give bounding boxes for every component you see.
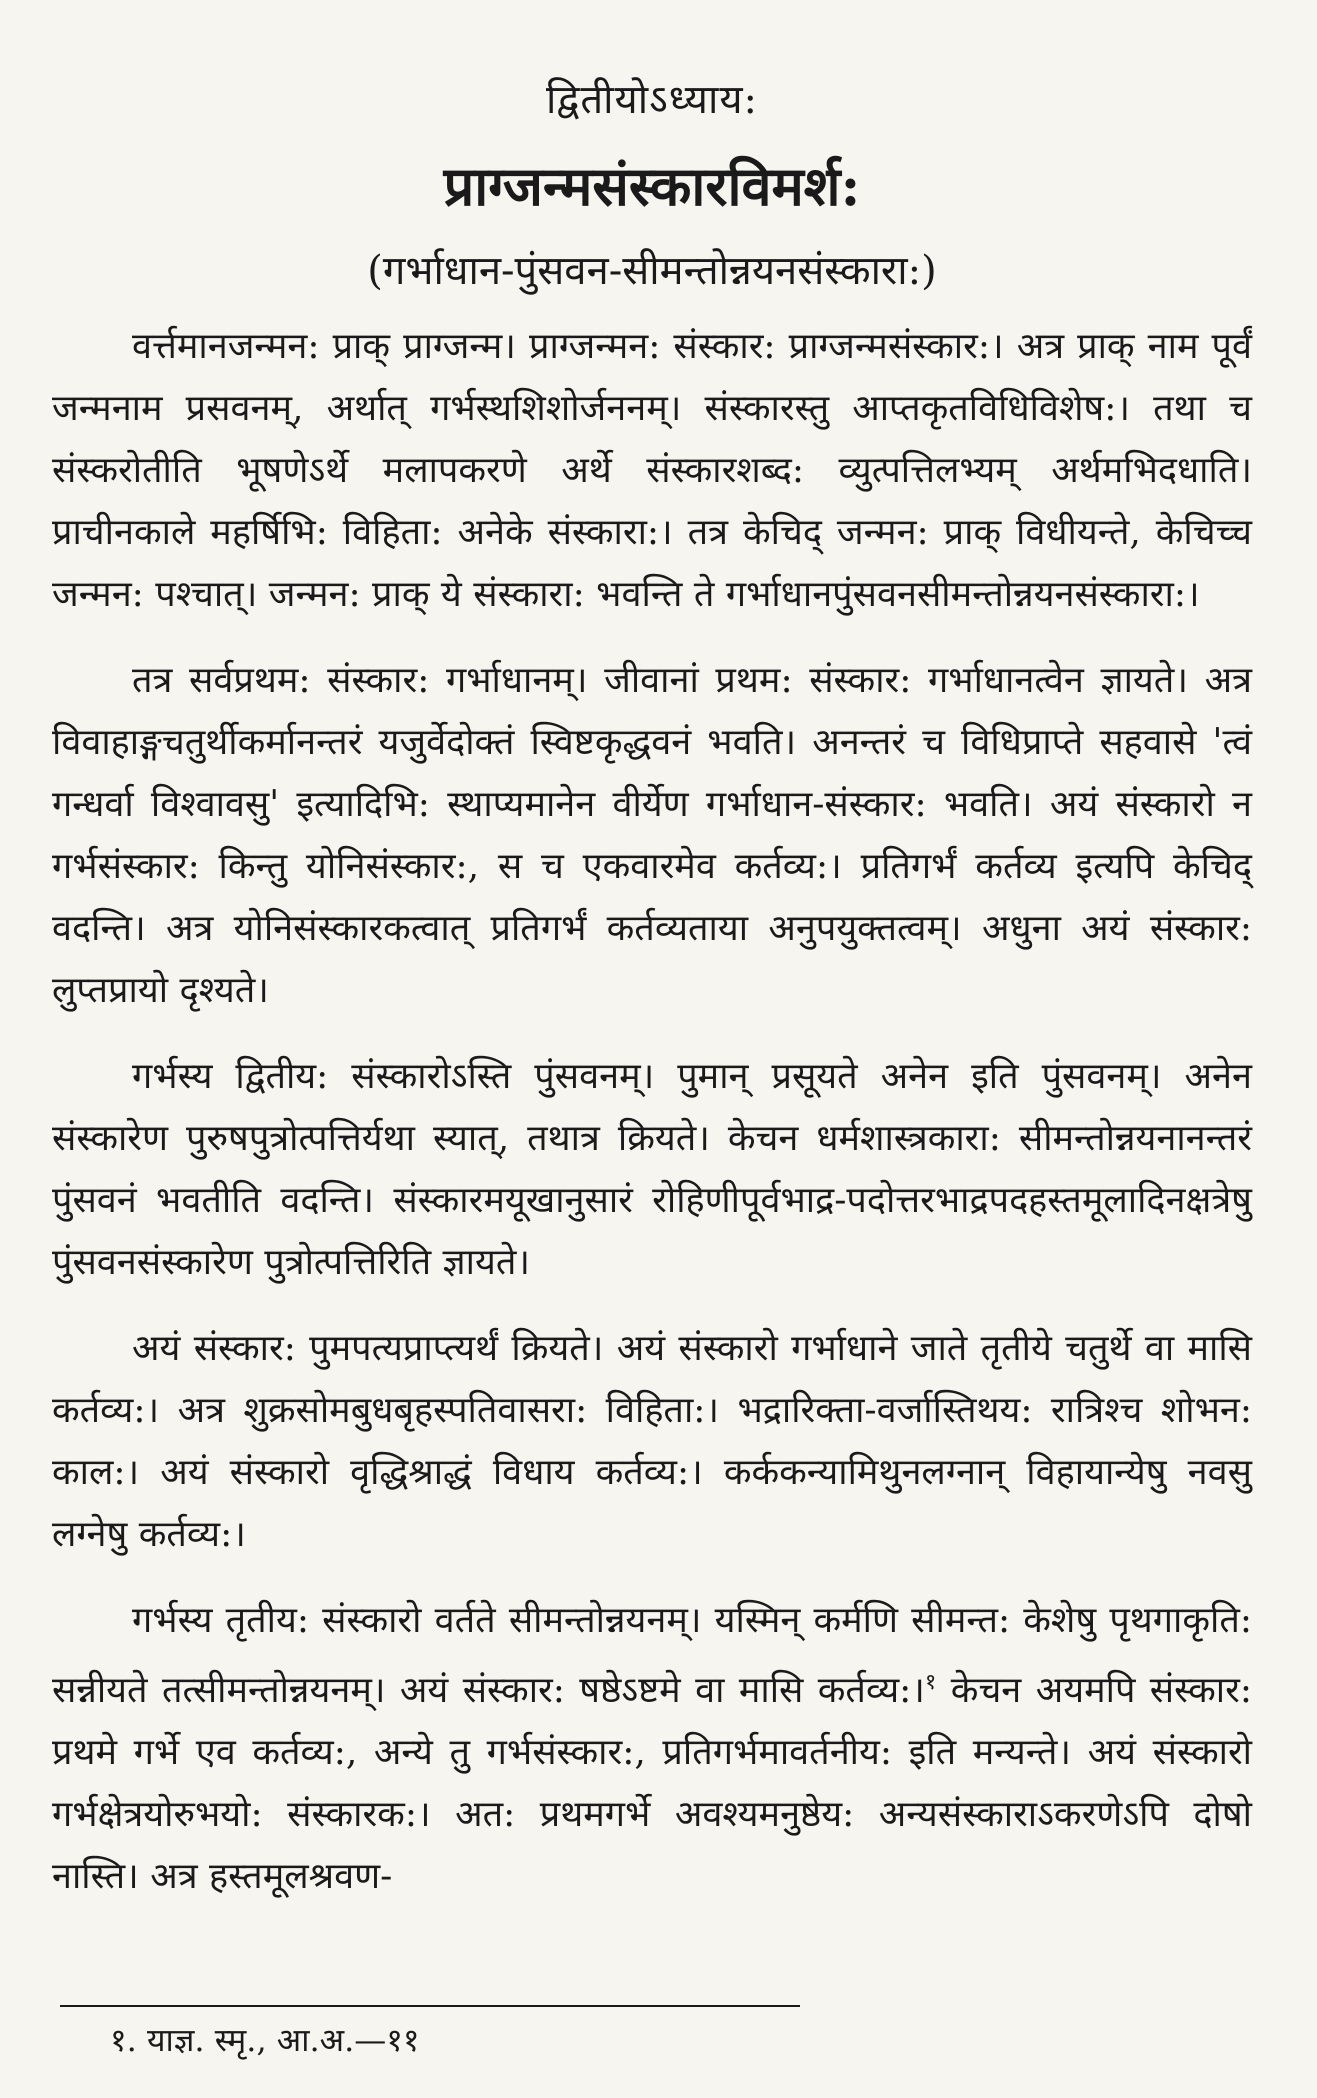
footnote-marker: १ — [924, 1670, 937, 1695]
paragraph-5-part-2: केचन अयमपि संस्कार: प्रथमे गर्भे एव कर्तव्य:, अन्ये तु गर्भसंस्कार:, प्रतिगर्भमावर्तनीय: इति मन्यन्ते। अयं संस्कारो गर्भक्षेत्रयोरुभयो: संस्कारक:। अत: प्रथमगर्भे अवश्यमनुष्ठेय: अन्यसंस्काराऽकरणेऽपि दोषो नास्ति। अत्र हस्तमूलश्रवण- — [52, 1670, 1252, 1897]
chapter-subtitle: (गर्भाधान-पुंसवन-सीमन्तोन्नयनसंस्कारा:) — [367, 248, 937, 294]
paragraph-2: तत्र सर्वप्रथम: संस्कार: गर्भाधानम्। जीवानां प्रथम: संस्कार: गर्भाधानत्वेन ज्ञायते। अत्र विवाहाङ्गचतुर्थीकर्मानन्तरं यजुर्वेदोक्तं स्विष्टकृद्धवनं भवति। अनन्तरं च विधिप्राप्ते सहवासे 'त्वं गन्धर्वा विश्वावसु' इत्यादिभि: स्थाप्यमानेन वीर्येण गर्भाधान-संस्कार: भवति। अयं संस्कारो न गर्भसंस्कार: किन्तु योनिसंस्कार:, स च एकवारमेव कर्तव्य:। प्रतिगर्भं कर्तव्य इत्यपि केचिद् वदन्ति। अत्र योनिसंस्कारकत्वात् प्रतिगर्भं कर्तव्यताया अनुपयुक्तत्वम्। अधुना अयं संस्कार: लुप्तप्रायो दृश्यते। — [52, 660, 1252, 1011]
page-content — [52, 70, 1252, 1932]
paragraph-3: गर्भस्य द्वितीय: संस्कारोऽस्ति पुंसवनम्। पुमान् प्रसूयते अनेन इति पुंसवनम्। अनेन संस्कारेण पुरुषपुत्रोत्पत्तिर्यथा स्यात्, तथात्र क्रियते। केचन धर्मशास्त्रकारा: सीमन्तोन्नयनानन्तरं पुंसवनं भवतीति वदन्ति। संस्कारमयूखानुसारं रोहिणीपूर्वभाद्र-पदोत्तरभाद्रपदहस्तमूलादिनक्षत्रेषु पुंसवनसंस्कारेण पुत्रोत्पत्तिरिति ज्ञायते। — [52, 1056, 1252, 1283]
paragraph-5-part-1: गर्भस्य तृतीय: संस्कारो वर्तते सीमन्तोन्नयनम्। यस्मिन् कर्मणि सीमन्त: केशेषु पृथगाकृति: सन्नीयते तत्सीमन्तोन्नयनम्। अयं संस्कार: षष्ठेऽष्टमे वा मासि कर्तव्य:। — [52, 1600, 1252, 1711]
paragraph-5 — [52, 1590, 1252, 1908]
chapter-number: द्वितीयोऽध्याय: — [545, 77, 759, 123]
footnote-divider — [60, 2005, 800, 2007]
chapter-title: प्राग्जन्मसंस्कारविमर्श: — [443, 154, 861, 218]
paragraph-4: अयं संस्कार: पुमपत्यप्राप्त्यर्थं क्रियते। अयं संस्कारो गर्भाधाने जाते तृतीये चतुर्थे वा मासि कर्तव्य:। अत्र शुक्रसोमबुधबृहस्पतिवासरा: विहिता:। भद्रारिक्ता-वर्जास्तिथय: रात्रिश्च शोभन: काल:। अयं संस्कारो वृद्धिश्राद्धं विधाय कर्तव्य:। कर्ककन्यामिथुनलग्नान् विहायान्येषु नवसु लग्नेषु कर्तव्य:। — [52, 1328, 1252, 1555]
footnote: १. याज्ञ. स्मृ., आ.अ.—११ — [110, 2021, 420, 2059]
paragraph-1: वर्त्तमानजन्मन: प्राक् प्राग्जन्म। प्राग्जन्मन: संस्कार: प्राग्जन्मसंस्कार:। अत्र प्राक् नाम पूर्वं जन्मनाम प्रसवनम्, अर्थात् गर्भस्थशिशोर्जननम्। संस्कारस्तु आप्तकृतविधिविशेष:। तथा च संस्करोतीति भूषणेऽर्थे मलापकरणे अर्थे संस्कारशब्द: व्युत्पत्तिलभ्यम् अर्थमभिदधाति। प्राचीनकाले महर्षिभि: विहिता: अनेके संस्कारा:। तत्र केचिद् जन्मन: प्राक् विधीयन्ते, केचिच्च जन्मन: पश्चात्। जन्मन: प्राक् ये संस्कारा: भवन्ति ते गर्भाधानपुंसवनसीमन्तोन्नयनसंस्कारा:। — [52, 326, 1252, 615]
